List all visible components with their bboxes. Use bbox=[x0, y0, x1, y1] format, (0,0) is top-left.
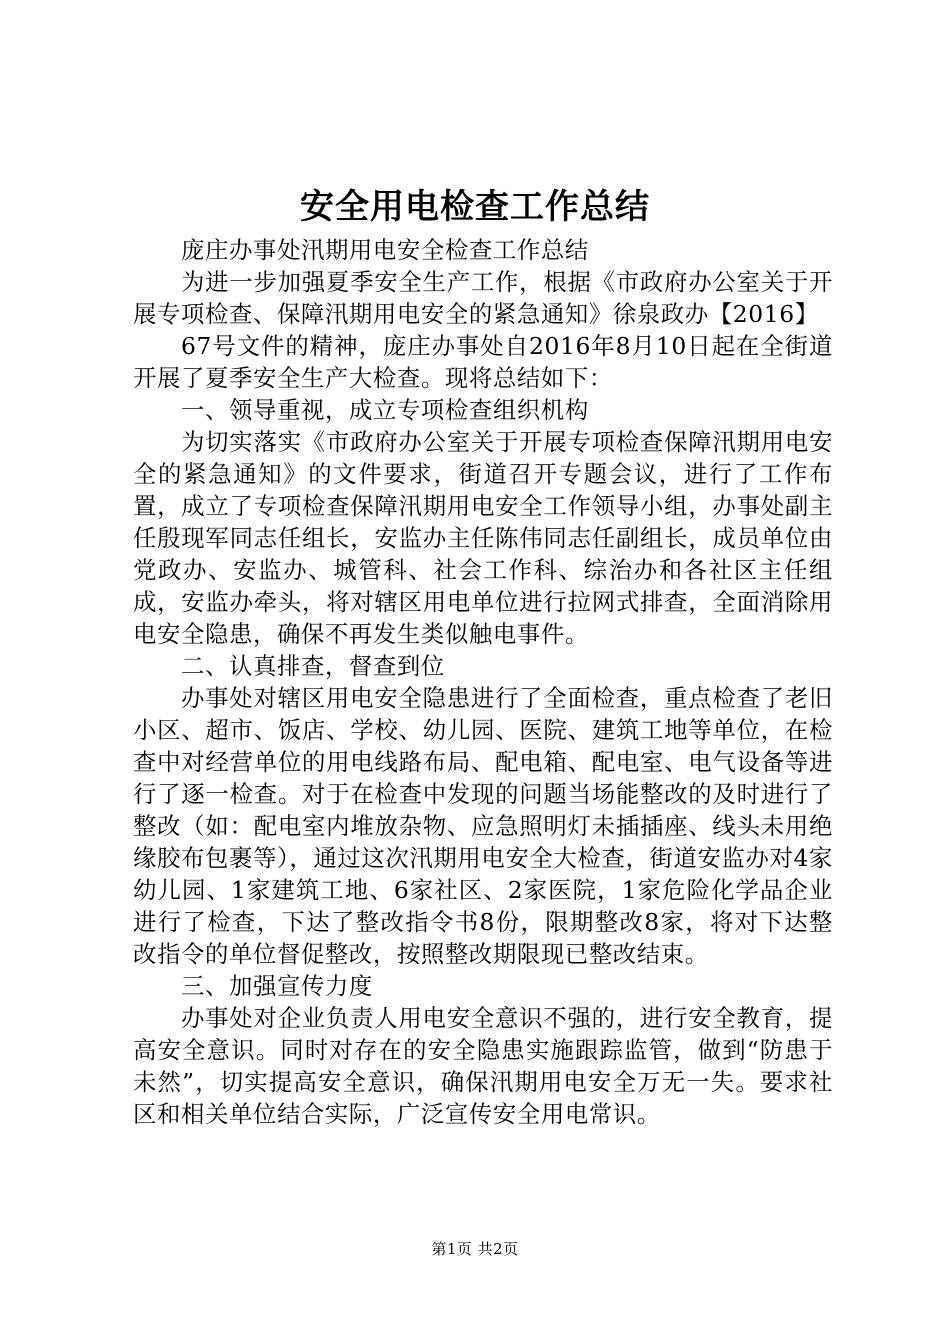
page-footer: 第1页 共2页 bbox=[431, 1240, 519, 1258]
subtitle-paragraph: 庞庄办事处汛期用电安全检查工作总结 bbox=[181, 236, 589, 264]
intro-paragraph: 为进一步加强夏季安全生产工作，根据《市政府办公室关于开展专项检查、保障汛期用电安全的紧急通知》徐泉政办【2016】 bbox=[133, 268, 833, 328]
document-title: 安全用电检查工作总结 bbox=[300, 187, 650, 227]
document-body bbox=[133, 234, 833, 1130]
section-heading-2: 二、认真排查，督查到位 bbox=[181, 652, 445, 680]
section-3-paragraph: 办事处对企业负责人用电安全意识不强的，进行安全教育，提高安全意识。同时对存在的安全隐患实施跟踪监管，做到“防患于未然”，切实提高安全意识，确保汛期用电安全万无一失。要求社区和相关单位结合实际，广泛宣传安全用电常识。 bbox=[133, 1004, 833, 1128]
section-2-paragraph: 办事处对辖区用电安全隐患进行了全面检查，重点检查了老旧小区、超市、饭店、学校、幼儿园、医院、建筑工地等单位，在检查中对经营单位的用电线路布局、配电箱、配电室、电气设备等进行了逐一检查。对于在检查中发现的问题当场能整改的及时进行了整改（如：配电室内堆放杂物、应急照明灯未插插座、线头未用绝缘胶布包裹等），通过这次汛期用电安全大检查，街道安监办对4家幼儿园、1家建筑工地、6家社区、2家医院，1家危险化学品企业进行了检查，下达了整改指令书8份，限期整改8家，将对下达整改指令的单位督促整改，按照整改期限现已整改结束。 bbox=[133, 684, 833, 968]
intro-continued-paragraph: 67号文件的精神，庞庄办事处自2016年8月10日起在全街道开展了夏季安全生产大检查。现将总结如下： bbox=[133, 332, 833, 392]
section-heading-3: 三、加强宣传力度 bbox=[181, 972, 373, 1000]
section-heading-1: 一、领导重视，成立专项检查组织机构 bbox=[181, 396, 589, 424]
section-1-paragraph: 为切实落实《市政府办公室关于开展专项检查保障汛期用电安全的紧急通知》的文件要求，街道召开专题会议，进行了工作布置，成立了专项检查保障汛期用电安全工作领导小组，办事处副主任殷现军同志任组长，安监办主任陈伟同志任副组长，成员单位由党政办、安监办、城管科、社会工作科、综治办和各社区主任组成，安监办牵头，将对辖区用电单位进行拉网式排查，全面消除用电安全隐患，确保不再发生类似触电事件。 bbox=[133, 428, 833, 648]
